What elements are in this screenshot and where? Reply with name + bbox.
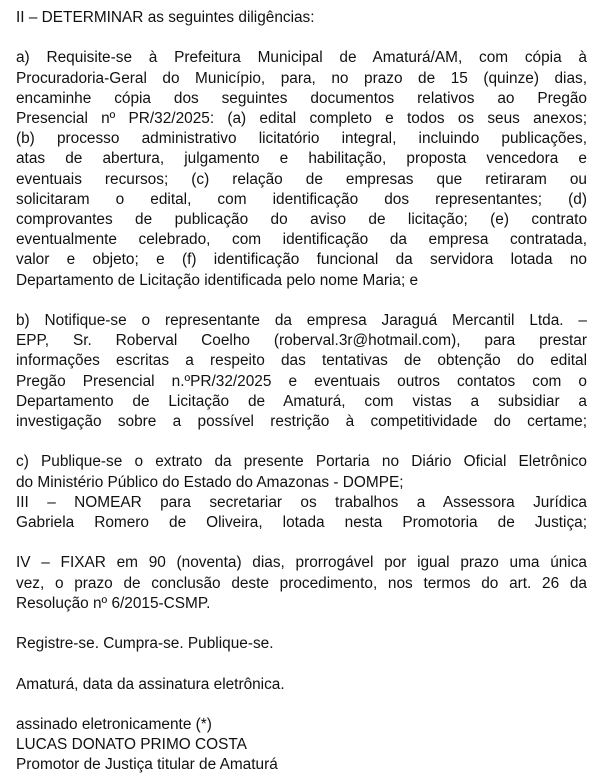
signature-block bbox=[16, 715, 587, 776]
text-line: encaminhe cópia dos seguintes documentos relativos ao Pregão bbox=[16, 89, 587, 107]
document-body bbox=[16, 8, 587, 776]
paragraph-item-a bbox=[16, 48, 587, 290]
signature-note: assinado eletronicamente (*) bbox=[16, 716, 212, 733]
text-line: Presencial nº PR/32/2025: (a) edital completo e todos os seus anexos; bbox=[16, 110, 587, 127]
text-line: eventualmente celebrado, com identificação da empresa contratada, bbox=[16, 231, 587, 249]
place-date-line: Amaturá, data da assinatura eletrônica. bbox=[16, 675, 285, 693]
text-line: Pregão Presencial n.ºPR/32/2025 e eventuais outros contatos com o bbox=[16, 372, 587, 390]
signer-role: Promotor de Justiça titular de Amaturá bbox=[16, 756, 278, 774]
text-line: informações escritas a respeito das tentativas de obtenção do edital bbox=[16, 352, 587, 370]
text-line: comprovantes de publicação do aviso de licitação; (e) contrato bbox=[16, 211, 587, 229]
paragraph-item-iv bbox=[16, 553, 587, 614]
text-line: do Ministério Público do Estado do Amazonas - DOMPE; bbox=[16, 473, 404, 491]
text-line: solicitaram o edital, com identificação dos representantes; (d) bbox=[16, 190, 587, 208]
text-line: valor e objeto; e (f) identificação funcional da servidora lotada no bbox=[16, 251, 587, 269]
text-line: vez, o prazo de conclusão deste procedimento, nos termos do art. 26 da bbox=[16, 574, 587, 592]
paragraph-item-b bbox=[16, 311, 587, 432]
text-line: Resolução nº 6/2015-CSMP. bbox=[16, 594, 211, 612]
paragraph-item-c bbox=[16, 452, 587, 533]
text-line: EPP, Sr. Roberval Coelho (roberval.3r@hotmail.com), para prestar bbox=[16, 332, 587, 350]
text-line: Procuradoria-Geral do Município, para, no prazo de 15 (quinze) dias, bbox=[16, 69, 587, 87]
text-line: eventuais recursos; (c) relação de empresas que retiraram ou bbox=[16, 170, 587, 188]
text-line: (b) processo administrativo licitatório integral, incluindo publicações, bbox=[16, 130, 587, 148]
text-line: investigação sobre a possível restrição à competitividade do certame; bbox=[16, 413, 587, 431]
text-line: a) Requisite-se à Prefeitura Municipal de Amaturá/AM, com cópia à bbox=[16, 49, 587, 67]
text-line: c) Publique-se o extrato da presente Portaria no Diário Oficial Eletrônico bbox=[16, 453, 587, 471]
text-line: III – NOMEAR para secretariar os trabalhos a Assessora Jurídica bbox=[16, 493, 587, 511]
text-line: Departamento de Licitação identificada pelo nome Maria; e bbox=[16, 271, 419, 289]
signer-name: LUCAS DONATO PRIMO COSTA bbox=[16, 736, 247, 754]
text-line: Departamento de Licitação de Amaturá, com vistas a subsidiar a bbox=[16, 392, 587, 410]
text-line: IV – FIXAR em 90 (noventa) dias, prorrogável por igual prazo uma única bbox=[16, 554, 587, 572]
registre-line: Registre-se. Cumpra-se. Publique-se. bbox=[16, 635, 274, 653]
text-line: atas de abertura, julgamento e habilitação, proposta vencedora e bbox=[16, 150, 587, 168]
text-line: b) Notifique-se o representante da empresa Jaraguá Mercantil Ltda. – bbox=[16, 312, 587, 330]
text-line: Gabriela Romero de Oliveira, lotada nesta Promotoria de Justiça; bbox=[16, 514, 587, 532]
section-heading: II – DETERMINAR as seguintes diligências: bbox=[16, 9, 315, 26]
